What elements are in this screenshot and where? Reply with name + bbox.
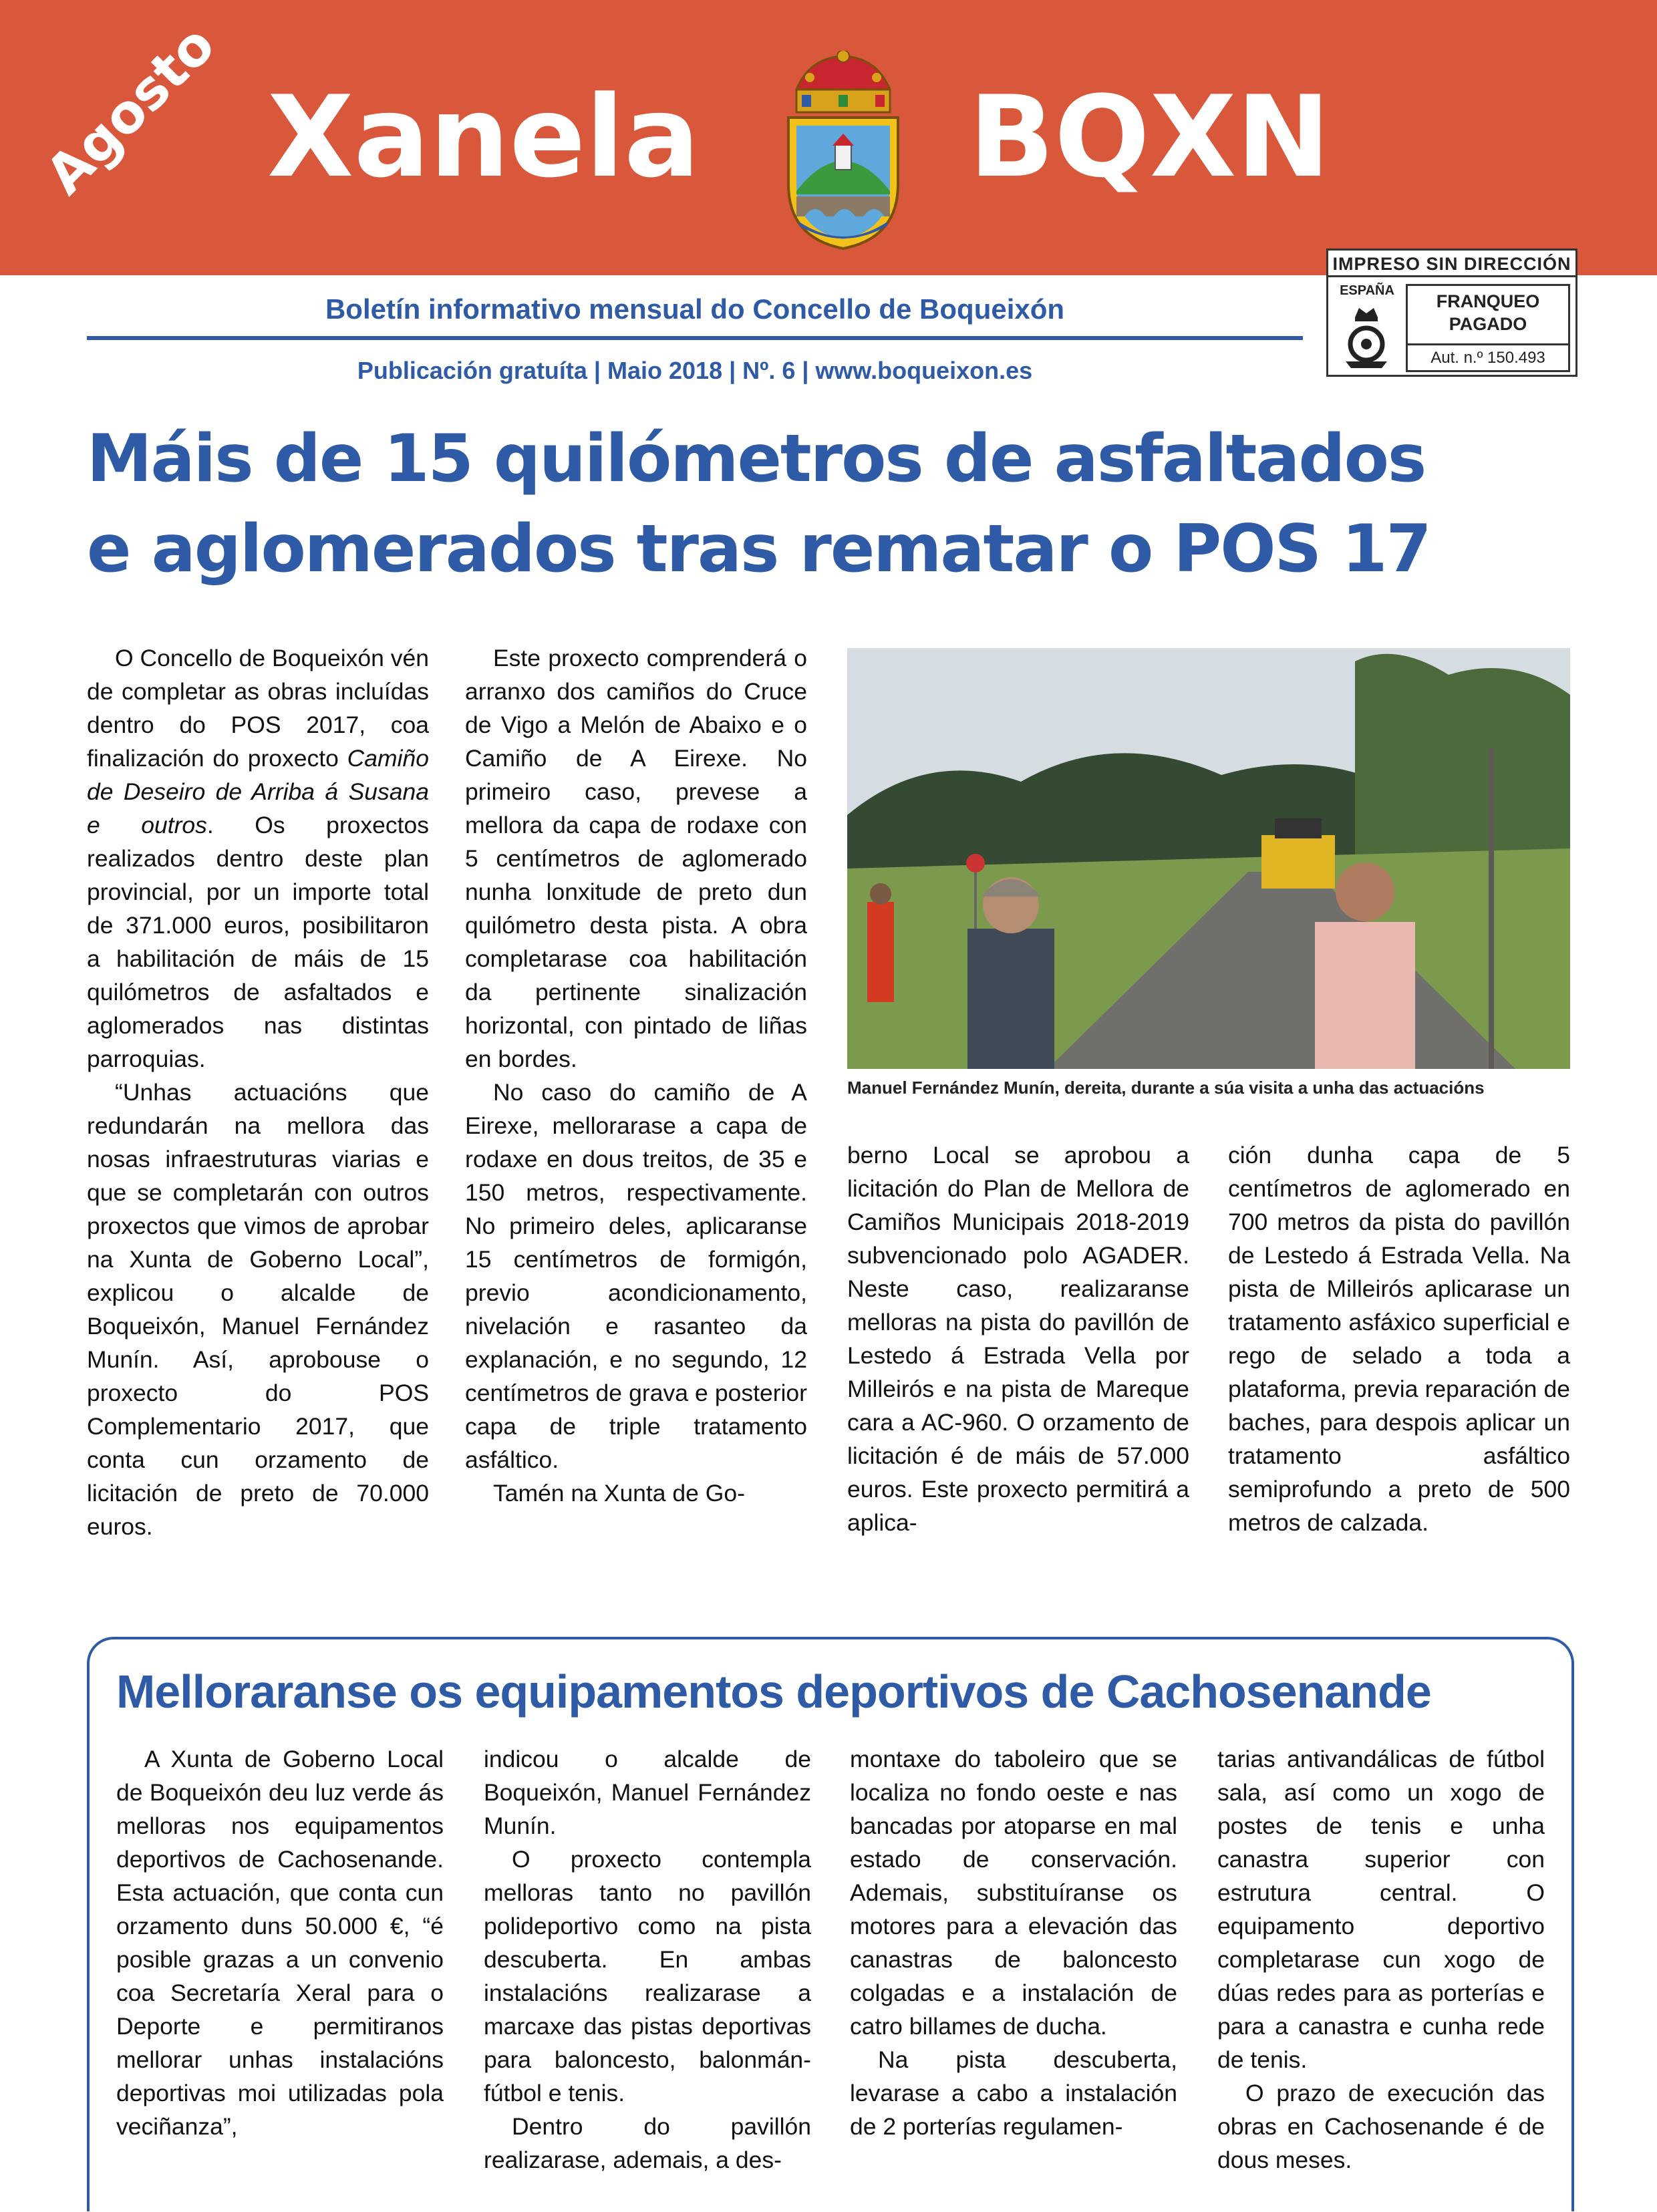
article-photo (847, 648, 1570, 1069)
project-name: Camiño de Deseiro de Arriba á Susana e outros (87, 745, 429, 838)
article2-column-4 (1217, 1742, 1545, 2177)
article1-col2-paragraph-3: Tamén na Xunta de Go- (493, 1480, 745, 1507)
postage-authorization: Aut. n.º 150.493 (1408, 343, 1568, 370)
article1-column-2 (465, 641, 807, 1510)
article2-column-1 (116, 1742, 444, 2143)
main-headline (87, 414, 1584, 595)
article2-title: Melloraranse os equipamentos deportivos de Cachosenande (116, 1666, 1431, 1718)
article2-column-2 (484, 1742, 811, 2177)
article2-col1-paragraph-1: A Xunta de Goberno Local de Boqueixón deu luz verde ás melloras nos equipamentos deportivos de Cachosenande. Esta actuación, que conta cun orzamento duns 50.000 €, “é posible grazas a un convenio coa Secretaría Xeral para o Deporte e permitiranos mellorar unhas instalacións deportivas moi utilizadas pola veciñanza”, (116, 1746, 444, 2140)
article2-col2-paragraph-2: O proxecto contempla melloras tanto no pavillón polideportivo como na pista descuberta. En ambas instalacións realizarase a marcaxe das pistas deportivas para baloncesto, balonmán-fútbol e tenis. (484, 1846, 811, 2106)
bulletin-tagline: Boletín informativo mensual do Concello de Boqueixón (325, 293, 1065, 325)
coat-of-arms-icon (770, 51, 917, 251)
article2-col3-paragraph-1: montaxe do taboleiro que se localiza no fondo oeste e nas bancadas por atoparse en mal estado de conservación. Ademais, substituíranse os motores para a elevación das canastras de baloncesto colgadas e a instalación de catro billames de ducha. (850, 1746, 1177, 2040)
brand-name-bqxn: BQXN (969, 71, 1330, 202)
article2-col2-paragraph-3: Dentro do pavillón realizarase, ademais, a des- (484, 2113, 811, 2173)
postage-country: ESPAÑA (1340, 283, 1394, 298)
header-divider (87, 336, 1303, 340)
headline-line-2: e aglomerados tras rematar o POS 17 (87, 511, 1430, 587)
masthead (0, 0, 1657, 275)
brand-name-xanela: Xanela (267, 71, 700, 202)
headline-line-1: Máis de 15 quilómetros de asfaltados (87, 421, 1426, 497)
article1-col1-paragraph-1: O Concello de Boqueixón vén de completar as obras incluídas dentro do POS 2017, coa finalización do proxecto Camiño de Deseiro de Arriba á Susana e outros. Os proxectos realizados dentro deste plan provincial, por un importe total de 371.000 euros, posibilitaron a habilitación de máis de 15 quilómetros de asfaltados e aglomerados nas distintas parroquias. (87, 645, 429, 1072)
article1-col4-paragraph-1: ción dunha capa de 5 centímetros de aglomerado en 700 metros da pista do pavillón de Lestedo á Estrada Vella. Na pista de Milleirós aplicarase un tratamento asfáxico superficial e rego de selado a toda a plataforma, previa reparación de baches, para despois aplicar un tratamento asfáltico semiprofundo a preto de 500 metros de calzada. (1228, 1142, 1570, 1536)
month-tag: Agosto (33, 13, 227, 206)
article1-column-1 (87, 641, 429, 1543)
article2-column-3 (850, 1742, 1177, 2143)
postage-paid-line1: FRANQUEO (1436, 291, 1540, 311)
publication-info: Publicación gratuíta | Maio 2018 | Nº. 6 | www.boqueixon.es (357, 357, 1033, 384)
article1-column-4 (1228, 1138, 1570, 1539)
postage-paid-line2: PAGADO (1449, 314, 1527, 334)
article1-col2-paragraph-2: No caso do camiño de A Eirexe, mellorarase a capa de rodaxe en dous treitos, de 35 e 150 metros, respectivamente. No primeiro deles, aplicaranse 15 centímetros de formigón, previo acondicionamento, nivelación e rasanteo da explanación, e no segundo, 12 centímetros de grava e posterior capa de triple tratamento asfáltico. (465, 1079, 807, 1473)
article1-col2-paragraph-1: Este proxecto comprenderá o arranxo dos camiños do Cruce de Vigo a Melón de Abaixo e o Camiño de A Eirexe. No primeiro caso, prevese a mellora da capa de rodaxe con 5 centímetros de aglomerado nunha lonxitude de preto dun quilómetro desta pista. A obra completarase coa habilitación da pertinente sinalización horizontal, con pintado de liñas en bordes. (465, 645, 807, 1072)
article2-col2-paragraph-1: indicou o alcalde de Boqueixón, Manuel Fernández Munín. (484, 1746, 811, 1839)
postage-paid-stamp (1326, 249, 1577, 377)
article2-col4-paragraph-1: tarias antivandálicas de fútbol sala, así como un xogo de postes de tenis e unha canastra superior con estrutura central. O equipamento deportivo completarase cun xogo de dúas redes para as porterías e para a canastra e cunha rede de tenis. (1217, 1746, 1545, 2073)
post-horn-crown-icon (1338, 304, 1395, 371)
article1-col1-paragraph-2: “Unhas actuacións que redundarán na mellora das nosas infraestruturas viarias e que se completarán con outros proxectos que vimos de aprobar na Xunta de Goberno Local”, explicou o alcalde de Boqueixón, Manuel Fernández Munín. Así, aprobouse o proxecto do POS Complementario 2017, que conta cun orzamento de licitación de preto de 70.000 euros. (87, 1079, 429, 1540)
article1-col3-paragraph-1: berno Local se aprobou a licitación do Plan de Mellora de Camiños Municipais 2018-2019 subvencionado polo AGADER. Neste caso, realizaranse melloras na pista do pavillón de Lestedo á Estrada Vella por Milleirós e na pista de Mareque cara a AC-960. O orzamento de licitación é de máis de 57.000 euros. Este proxecto permitirá a aplica- (847, 1142, 1189, 1536)
article2-col4-paragraph-2: O prazo de execución das obras en Cachosenande é de dous meses. (1217, 2080, 1545, 2173)
article1-column-3 (847, 1138, 1189, 1539)
postage-header: IMPRESO SIN DIRECCIÓN (1328, 251, 1575, 277)
postage-paid-box (1406, 284, 1570, 372)
article2-col3-paragraph-2: Na pista descuberta, levarase a cabo a instalación de 2 porterías regulamen- (850, 2046, 1177, 2140)
photo-caption: Manuel Fernández Munín, dereita, durante a súa visita a unha das actuacións (847, 1078, 1485, 1098)
